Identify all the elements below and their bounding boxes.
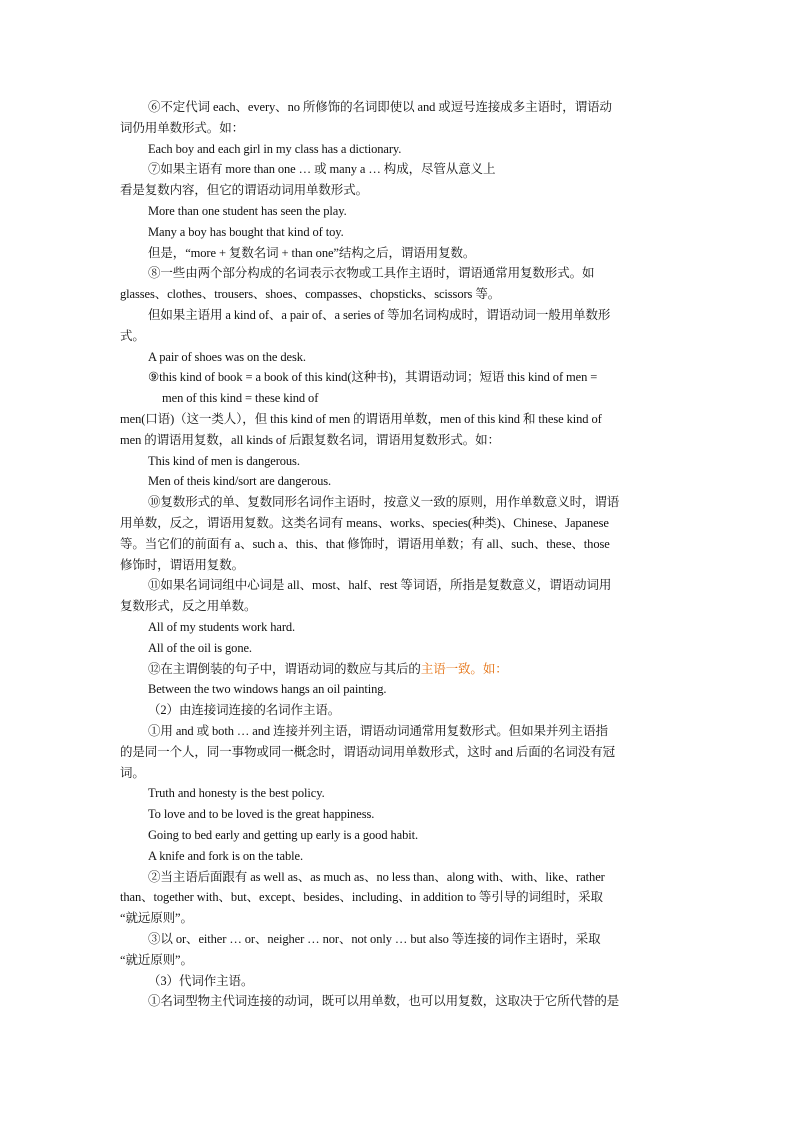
rule-12-highlight: 主语一致。如：	[420, 662, 508, 676]
rule-2-1-line-2: 的是同一个人，同一事物或同一概念时，谓语动词用单数形式，这时 and 后面的名词没有冠	[120, 745, 616, 759]
rule-6-line-1: ⑥不定代词 each、every、no 所修饰的名词即使以 and 或逗号连接成多主语时，谓语动	[148, 100, 612, 114]
example-sentence: All of my students work hard.	[148, 620, 296, 634]
rule-2-2-line-2: than、together with、but、except、besides、including、in addition to 等引导的词组时，采取	[120, 890, 603, 904]
example-sentence: All of the oil is gone.	[148, 641, 252, 655]
rule-9-line-3: men(口语)（这一类人），但 this kind of men 的谓语用单数，men of this kind 和 these kind of	[120, 412, 602, 426]
example-sentence: A knife and fork is on the table.	[148, 849, 303, 863]
rule-2-3-line-1: ③以 or、either … or、neigher … nor、not only … but also 等连接的词作主语时，采取	[148, 932, 601, 946]
rule-2-2-line-1: ②当主语后面跟有 as well as、as much as、no less than、along with、with、like、rather	[148, 870, 605, 884]
example-sentence: Going to bed early and getting up early is a good habit.	[148, 828, 419, 842]
example-sentence: Each boy and each girl in my class has a dictionary.	[148, 142, 402, 156]
rule-11-line-1: ⑪如果名词词组中心词是 all、most、half、rest 等词语，所指是复数意义，谓语动词用	[148, 578, 612, 592]
rule-8-line-4: 式。	[120, 329, 145, 343]
example-sentence: Men of theis kind/sort are dangerous.	[148, 474, 332, 488]
example-sentence: Between the two windows hangs an oil painting.	[148, 682, 387, 696]
rule-6-line-2: 词仍用单数形式。如：	[120, 121, 245, 135]
rule-10-line-4: 修饰时，谓语用复数。	[120, 558, 245, 572]
example-sentence: Truth and honesty is the best policy.	[148, 786, 325, 800]
rule-7-line-1: ⑦如果主语有 more than one … 或 many a … 构成，尽管从意义上	[148, 162, 496, 176]
example-sentence: A pair of shoes was on the desk.	[148, 350, 306, 364]
rule-7-line-2: 看是复数内容，但它的谓语动词用单数形式。	[120, 183, 369, 197]
rule-3-1-line-1: ①名词型物主代词连接的动词，既可以用单数，也可以用复数，这取决于它所代替的是	[148, 994, 620, 1008]
rule-2-1-line-3: 词。	[120, 766, 145, 780]
rule-2-2-line-3: “就远原则”。	[120, 911, 193, 925]
rule-12-text: ⑫在主谓倒装的句子中，谓语动词的数应与其后的	[148, 662, 421, 676]
rule-11-line-2: 复数形式，反之用单数。	[120, 599, 257, 613]
rule-2-3-line-2: “就近原则”。	[120, 953, 193, 967]
rule-7-note: 但是，“more + 复数名词 + than one”结构之后，谓语用复数。	[148, 246, 476, 260]
section-3-heading: （3）代词作主语。	[148, 974, 254, 988]
rule-10-line-3: 等。当它们的前面有 a、such a、this、that 修饰时，谓语用单数；有 all、such、these、those	[120, 537, 610, 551]
rule-2-1-line-1: ①用 and 或 both … and 连接并列主语，谓语动词通常用复数形式。但如果并列主语指	[148, 724, 608, 738]
rule-12-line-1	[148, 661, 680, 677]
example-sentence: More than one student has seen the play.	[148, 204, 347, 218]
rule-8-line-3: 但如果主语用 a kind of、a pair of、a series of 等加名词构成时，谓语动词一般用单数形	[148, 308, 611, 322]
rule-10-line-1: ⑩复数形式的单、复数同形名词作主语时，按意义一致的原则，用作单数意义时，谓语	[148, 495, 620, 509]
rule-10-line-2: 用单数，反之，谓语用复数。这类名词有 means、works、species(种类)、Chinese、Japanese	[120, 516, 609, 530]
rule-9-line-2: men of this kind = these kind of	[162, 391, 319, 405]
example-sentence: This kind of men is dangerous.	[148, 454, 300, 468]
example-sentence: Many a boy has bought that kind of toy.	[148, 225, 344, 239]
rule-9-line-1: ⑨this kind of book = a book of this kind(这种书)，其谓语动词；短语 this kind of men =	[148, 370, 598, 384]
example-sentence: To love and to be loved is the great happiness.	[148, 807, 375, 821]
rule-9-line-4: men 的谓语用复数，all kinds of 后跟复数名词，谓语用复数形式。如：	[120, 433, 500, 447]
section-2-heading: （2）由连接词连接的名词作主语。	[148, 703, 341, 717]
rule-8-line-1: ⑧一些由两个部分构成的名词表示衣物或工具作主语时，谓语通常用复数形式。如	[148, 266, 595, 280]
rule-8-line-2: glasses、clothes、trousers、shoes、compasses、chopsticks、scissors 等。	[120, 287, 501, 301]
